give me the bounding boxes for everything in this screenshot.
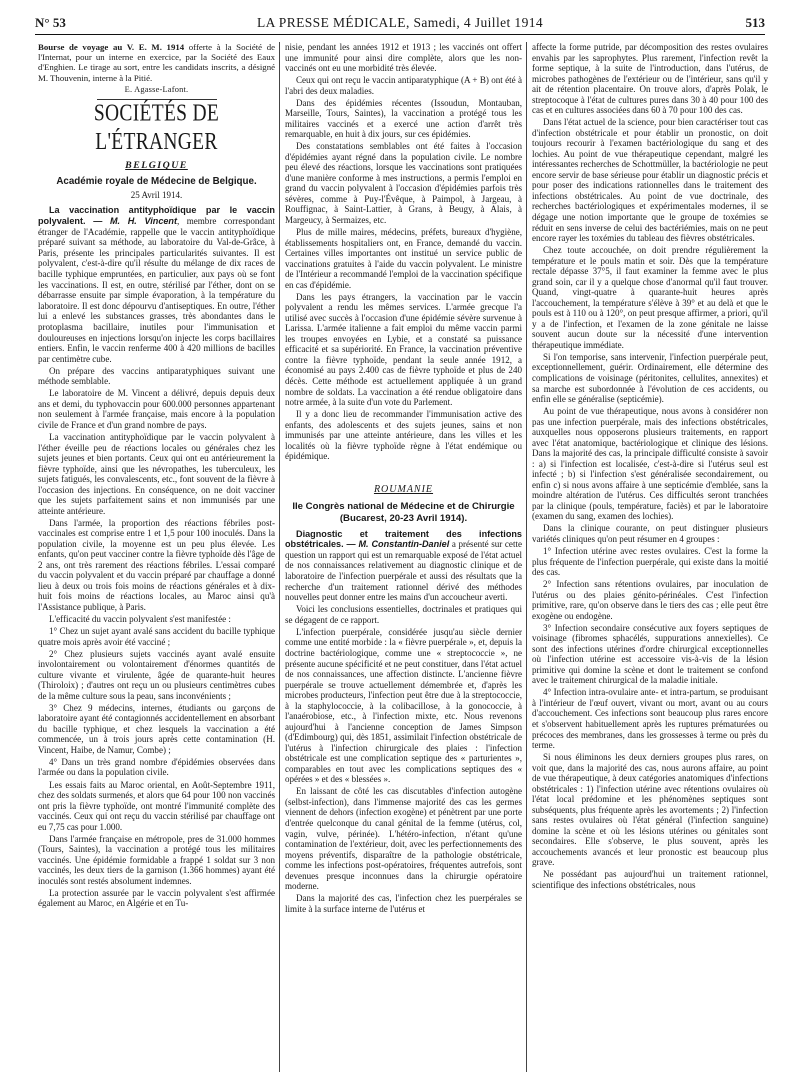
paragraph: L'infection puerpérale, considérée jusqu'au siècle dernier comme une entité morbide : la « fièvre puerpérale », et, depuis la doctrine bactériologique, comme une « streptococcie », ne présente aucune spécificité et ne peut constituer, dans l'état actuel de nos connaissances, une affection distincte. L'ancienne fièvre puerpérale se trouve actuellement démembrée et, d'après les microbes producteurs, l'infection peut être due à la streptococcie, à la staphylococcie, à la colibacillose, à la gonococcie, à l'anaérobiose, etc., à l'infection mixte, etc. Nous revenons aujourd'hui à l'ancienne conception de James Simpson (d'Edimbourg) qui, dès 1851, assimilait l'infection obstétricale de l'utérus à l'infection chirurgicale des plaies : l'infection obstétricale est une complication septique des « parturientes », comparables en tout avec les complications septiques des « opérées » et des « blessées ». <box>285 626 522 785</box>
column-1 <box>38 42 275 1074</box>
bourse-signature: E. Agasse-Lafont. <box>124 84 189 94</box>
paragraph: Dans des épidémies récentes (Issoudun, Montauban, Marseille, Tours, Saintes), la vaccination a protégé tous les militaires vaccinés et a exercé une action d'arrêt très remarquable, en huit à dix jours, sur ces épidémies. <box>285 97 522 140</box>
article-1: La vaccination antityphoïdique par le vaccin polyvalent. — M. H. Vincent, membre correspondant étranger de l'Académie, rappelle que le vaccin antityphoïdique préparé suivant sa méthode, au laboratoire du Val-de-Grâce, à Paris, présente les principales particularités suivantes. Il est polyvalent, c'est-à-dire qu'il résulte du mélange de dix races de bacille typhique empruntées, en particulier, aux pays où se font les vaccinations. Il est, en outre, stérilisé par l'éther, dont on se débarrasse ensuite par simple évaporation, à la température du laboratoire. Il est donc dépourvu d'antiseptiques. En outre, l'éther lui a enlevé les substances grasses, très abondantes dans le protoplasma bacillaire, inutiles pour l'immunisation et douloureuses en injections lorsqu'on injecte les corps bacillaires entiers. Enfin, le vaccin renferme 400 à 420 millions de bacilles par centimètre cube. <box>38 205 275 364</box>
paragraph: affecte la forme putride, par décomposition des restes ovulaires envahis par les saprophytes. Plus rarement, l'infection revêt la forme septique, à la suite de l'introduction, dans l'utérus, de microbes pathogènes de l'extérieur ou de l'intérieur, sans qu'il y ait de rétention placentaire. On trouve alors, d'après Polak, le streptocoque à l'état de cultures pures dans 30 à 40 pour 100 des cas et en cultures associées dans 60 à 70 pour 100 des cas. <box>532 42 768 116</box>
article-author: M. H. Vincent <box>109 216 178 227</box>
paragraph: Il y a donc lieu de recommander l'immunisation active des enfants, des adolescents et des sujets jeunes, sains et non immunisés par une atteinte antérieure, dans les villes et les localités où la fièvre typhoïde règne à l'état endémique ou épidémique. <box>285 409 522 462</box>
column-divider <box>279 42 280 1072</box>
paragraph: a présenté sur cette question un rapport qui est un remarquable exposé de l'état actuel de nos connaissances relativement au diagnostic clinique et de laboratoire de l'infection puerpérale et aussi des résultats que la recherche d'un traitement rationnel dérivé des méthodes nouvelles peut donner entre les mains d'un accoucheur averti. <box>285 539 522 603</box>
page-header <box>35 12 765 35</box>
paragraph: L'efficacité du vaccin polyvalent s'est manifestée : <box>49 614 231 625</box>
bourse-notice <box>38 42 275 83</box>
country-name: ROUMANIE <box>373 483 434 495</box>
paragraph: 1° Chez un sujet ayant avalé sans accident du bacille typhique quatre mois après avoir été vacciné ; <box>38 626 275 647</box>
paragraph: Au point de vue thérapeutique, nous avons à considérer non pas une infection puerpérale, mais des infections obstétricales, auxquelles nous opposerons plusieurs traitements, en rapport avec l'état anatomique, bactériologique et clinique des lésions. Dans la majorité des cas, la principale difficulté consiste à savoir : a) si l'infection est localisée, c'est-à-dire si l'utérus seul est infecté ; b) si l'infection s'est généralisée secondairement, ou enfin c) si nous avons affaire à une septicémie d'emblée, sans la moindre altération de l'utérus. Ces difficultés seront tranchées par la clinique (pouls, température, faciès) et par le laboratoire (examen du sang, examen des lochies). <box>532 406 768 522</box>
journal-name: LA PRESSE MÉDICALE <box>256 15 406 30</box>
paragraph: Ceux qui ont reçu le vaccin antiparatyphique (A + B) ont été à l'abri des deux maladies. <box>285 75 522 96</box>
paragraph: Si nous éliminons les deux derniers groupes plus rares, on voit que, dans la majorité des cas, nous aurons affaire, au point de vue thérapeutique, à deux catégories anatomiques d'infections obstétricales : 1) l'infection utérine avec rétentions ovulaires où l'état local prédomine et les phénomènes septiques sont subséquents, plus fréquente après les avortements ; 2) l'infection sans restes ovulaires où l'état général (l'infection sanguine) domine la scène et où les lésions utérines ou génitales sont secondaires. Elle s'observe, le plus souvent, après les accouchements avancés et leur pronostic est beaucoup plus grave. <box>532 752 768 868</box>
paragraph: Dans l'armée, la proportion des réactions fébriles post-vaccinales est comprise entre 1 et 1,5 pour 100 inoculés. Dans la population civile, la moyenne est un peu plus élevée. Les enfants, qu'on peut vacciner contre la fièvre typhoïde dès l'âge de 2 ans, ont très rarement des réactions fébriles. L'essai comparé du vaccin polyvalent et du vaccin préparé par chauffage a donné lieu à deux ou trois fois moins de réactions générales et à dix-huit fois moins de réactions locales, au Maroc ainsi qu'à l'Assistance publique, à Paris. <box>38 517 275 613</box>
column-3 <box>532 42 768 1074</box>
paragraph: Si l'on temporise, sans intervenir, l'infection puerpérale peut, exceptionnellement, guérir. Ordinairement, elle détermine des complications de voisinage (péritonites, cellulites, annexites) et sa marche est subordonnée à l'évolution de ces accidents, ou enfin elle se généralise (septicémie). <box>532 351 768 405</box>
paragraph: 2° Infection sans rétentions ovulaires, par inoculation de l'utérus ou des plaies génito-périnéales. C'est l'infection primitive, rare, qu'on observe dans le tiers des cas ; elle peut être exogène ou endogène. <box>532 579 768 621</box>
paragraph: Le laboratoire de M. Vincent a délivré, depuis depuis deux ans et demi, du typhovaccin pour 600.000 personnes appartenant non seulement à l'armée française, mais encore à la population civile de France et d'un grand nombre de pays. <box>38 388 275 430</box>
paragraph: Dans la majorité des cas, l'infection chez les puerpérales se limite à la surface interne de l'utérus et <box>285 893 522 914</box>
paragraph: La vaccination antityphoïdique par le vaccin polyvalent à l'éther éveille peu de réactions locales ou générales chez les sujets jeunes et bien portants. Ceux qui ont eu antérieurement la fièvre typhoïde, ainsi que les névropathes, les tuberculeux, les sujets fatigués, les convalescents, etc., font souvent de la fièvre à l'occasion des injections. En conséquence, on ne doit vacciner que les sujets parfaitement sains et non immunisés par une atteinte antérieure. <box>38 432 275 516</box>
paragraph: Ne possédant pas aujourd'hui un traitement rationnel, scientifique des infections obstétricales, nous <box>532 869 768 890</box>
article-title: Diagnostic et traitement des infections obstétricales. <box>285 528 522 550</box>
country-heading <box>285 484 522 496</box>
paragraph: 4° Dans un très grand nombre d'épidémies observées dans l'armée ou dans la population civile. <box>38 756 275 778</box>
congress-heading: IIe Congrès national de Médecine et de Chirurgie (Bucarest, 20-23 Avril 1914). <box>292 501 515 524</box>
paragraph: 1° Infection utérine avec restes ovulaires. C'est la forme la plus fréquente de l'infection puerpérale, qui existe dans la moitié des cas. <box>532 545 768 578</box>
paragraph: 3° Chez 9 médecins, internes, étudiants ou garçons de laboratoire ayant été contagionnés accidentellement en absorbant du bacille typhique, et chez lesquels la vaccination a été commencée, un à trois jours après cette contamination (H. Vincent, Haibe, de Namur, Combe) ; <box>38 702 275 755</box>
bourse-text: offerte à la Société de l'Internat, pour un interne en exercice, par la Société des Eaux d'Enghien. Le tirage au sort, entre les candidats inscrits, a désigné M. Thouvenin, interne à la Pitié. <box>38 42 275 83</box>
session-date: 25 Avril 1914. <box>130 189 183 200</box>
paragraph: 3° Infection secondaire consécutive aux foyers septiques de voisinage (fibromes sphacélés, suppurations annexielles). Ce sont des infections utérines d'ordre chirurgical exceptionnelles où l'infection utérine est accessoire vis-à-vis de la lésion primitive qui domine la scène et dont le traitement se confond avec le traitement chirurgical de la maladie initiale. <box>532 622 768 686</box>
country-heading: BELGIQUE <box>125 160 188 172</box>
paragraph: Dans la clinique courante, on peut distinguer plusieurs variétés cliniques qu'on peut résumer en 4 groupes : <box>532 523 768 544</box>
paragraph: Voici les conclusions essentielles, doctrinales et pratiques qui se dégagent de ce rapport. <box>285 604 522 625</box>
paragraph: Les essais faits au Maroc oriental, en Août-Septembre 1911, chez des soldats surmenés, et alors que 64 pour 100 non vaccinés ont pris la fièvre typhoïde, ont montré l'immunité complète des vaccinés. Ceux qui ont reçu du vaccin stérilisé par chauffage ont eu 7,75 cas pour 1.000. <box>38 779 275 832</box>
paragraph: Plus de mille maires, médecins, préfets, bureaux d'hygiène, établissements hospitaliers ont, en France, demandé du vaccin. Certaines villes importantes ont institué un service public de vaccinations gratuites à l'aide du vaccin polyvalent. Le ministre de l'Intérieur a recommandé l'emploi de la vaccination spécifique en cas d'épidémie. <box>285 227 522 290</box>
page-number: 513 <box>745 15 765 30</box>
article-title: La vaccination antityphoïdique par le vaccin polyvalent. <box>38 205 275 227</box>
paragraph: Des constatations semblables ont été faites à l'occasion d'épidémies ayant régné dans la population civile. Le nombre peu élevé des réactions, lorsque les vaccinations sont pratiquées d'une manière conforme à mes instructions, a permis l'emploi en grand du vaccin polyvalent à l'occasion d'épidémies parfois très sévères, comme à Puy-l'Évêque, à Paimpol, à Jargeau, à Rouffignac, à Saint-Lattier, à Grans, à Beugy, à Alais, à Margeucy, à Sermaizes, etc. <box>285 141 522 225</box>
paragraph: Chez toute accouchée, on doit prendre régulièrement la température et le pouls matin et soir. Dès que la température rectale dépasse 37°5, il faut examiner la femme avec le plus grand soin, car il y a quelque chose d'anormal qu'il faut trouver. Quand, vingt-quatre à quarante-huit heures après l'accouchement, la température s'élève à 39° et au delà et que le pouls est à 110 ou à 120°, on peut presque affirmer, a priori, qu'il y a de l'infection, et l'examen de la zone génitale ne laisse souvent aucun doute sur la nécessité d'une intervention thérapeutique immédiate. <box>532 245 768 350</box>
issue-number: N° 53 <box>35 15 66 30</box>
column-2 <box>285 42 522 1074</box>
paragraph: On prépare des vaccins antiparatyphiques suivant une méthode semblable. <box>38 365 275 387</box>
paragraph: En laissant de côté les cas discutables d'infection autogène (selbst-infection), dans l'immense majorité des cas les germes viennent de dehors (infection exogène) et pénètrent par une porte d'entrée quelconque du canal génital de la femme (utérus, col, vagin, vulve, périnée). L'hétéro-infection, n'étant qu'une contamination de l'extérieur, doit, avec les perfectionnements des moyens préventifs, disparaître de la pathologie obstétricale, comme les infections post-opératoires, fréquentes autrefois, sont devenues presque inconnues dans la chirurgie opératoire moderne. <box>285 786 522 892</box>
paragraph: 2° Chez plusieurs sujets vaccinés ayant avalé ensuite involontairement ou volontairement d'énormes quantités de culture vivante et virulente, âgée de quarante-huit heures (Thiroloix) ; d'autres ont reçu un ou plusieurs centimètres cubes de la même culture sous la peau, sans inconvénients ; <box>38 648 275 701</box>
bourse-lead: Bourse de voyage au V. E. M. 1914 <box>38 42 185 52</box>
academy-heading: Académie royale de Médecine de Belgique. <box>56 175 257 187</box>
paragraph: Dans l'état actuel de la science, pour bien caractériser tout cas d'infection obstétricale et pour établir un pronostic, on doit toujours recourir à l'examen bactériologique du sang et des lochies. Au point de vue thérapeutique cependant, malgré les intéressantes recherches de Schottmüller, la bactériologie ne peut encore servir de base sérieuse pour établir un diagnostic précis et pour poser des indications rationnelles dans le traitement des infections obstétricales. Au point de vue doctrinale, des recherches bactériologiques et expérimentales modernes, il se dégage une notion importante que le groupe de toxémies se réduit en sens inverse de celui des bactériémies, mais on ne peut encore rayer les toxémies du tableau des fièvres obstétricales. <box>532 117 768 244</box>
paragraph: nisie, pendant les années 1912 et 1913 ; les vaccinés ont offert une immunité pour ainsi dire complète, alors que les non-vaccinés ont eu une morbidité très élevée. <box>285 42 522 74</box>
paragraph: La protection assurée par le vaccin polyvalent s'est affirmée également au Maroc, en Algérie et en Tu- <box>38 887 275 909</box>
article-author: M. Constantin-Daniel <box>358 539 450 550</box>
paragraph: , membre correspondant étranger de l'Académie, rappelle que le vaccin antityphoïdique préparé suivant sa méthode, au laboratoire du Val-de-Grâce, à Paris, présente les principales particularités suivantes. Il est polyvalent, c'est-à-dire qu'il résulte du mélange de dix races de bacille typhique empruntées, en particulier, aux pays où se font les vaccinations. Il est, en outre, stérilisé par l'éther, dont on se débarrasse ensuite par simple évaporation, à la température du laboratoire. Il est donc dépourvu d'antiseptiques. En outre, l'éther lui a enlevé les substances grasses, très abondantes dans le protoplasma bacillaire, inutiles pour l'immunisation et douloureuses en injections lorsqu'on injecte les corps bacillaires entiers. Enfin, le vaccin renferme 400 à 420 millions de bacilles par centimètre cube. <box>38 216 275 364</box>
section-title: SOCIÉTÉS DE L'ÉTRANGER <box>93 100 220 155</box>
journal-title <box>35 15 765 31</box>
article-2: Diagnostic et traitement des infections obstétricales. — M. Constantin-Daniel a présenté sur cette question un rapport qui est un remarquable exposé de l'état actuel de nos connaissances relativement au diagnostic clinique et de laboratoire de l'infection puerpérale et aussi des résultats que la recherche d'un traitement rationnel dérivé des méthodes nouvelles peut donner entre les mains d'un accoucheur averti. <box>285 528 522 603</box>
paragraph: 4° Infection intra-ovulaire ante- et intra-partum, se produisant à l'intérieur de l'œuf ouvert, vivant ou mort, avant ou au cours d'accouchement. Ces infections sont beaucoup plus rares encore et s'observent habituellement après les ruptures prématurées ou précoces des membranes, dans les grossesses à terme ou près du terme. <box>532 687 768 751</box>
issue-date: , Samedi, 4 Juillet 1914 <box>405 15 544 30</box>
paragraph: Dans l'armée française en métropole, pres de 31.000 hommes (Tours, Saintes), la vaccination a protégé tous les militaires vaccinés. Une épidémie formidable a frappé 1 soldat sur 3 non vaccinés, les deux tiers de la garnison (1.366 hommes) ayant été inoculés sont restés absolument indemnes. <box>38 833 275 886</box>
column-divider <box>526 42 527 1072</box>
paragraph: Dans les pays étrangers, la vaccination par le vaccin polyvalent a rendu les mêmes services. L'armée grecque l'a utilisé avec succès à l'occasion d'une épidémie sévère survenue à Larissa. L'armée italienne a fait emploi du même vaccin parmi les troupes envoyées en Lybie, et a constaté sa puissance efficacité et sa supériorité. En France, la vaccination préventive contre la fièvre typhoïde, pendant la seule année 1912, a économisé au pays 2.400 cas de fièvre typhoïde et plus de 240 décès. Cette méthode est actuellement appliquée à un grand nombre de soldats. La vaccination a été rendue obligatoire dans notre armée, à la suite d'un vote du Parlement. <box>285 291 522 408</box>
